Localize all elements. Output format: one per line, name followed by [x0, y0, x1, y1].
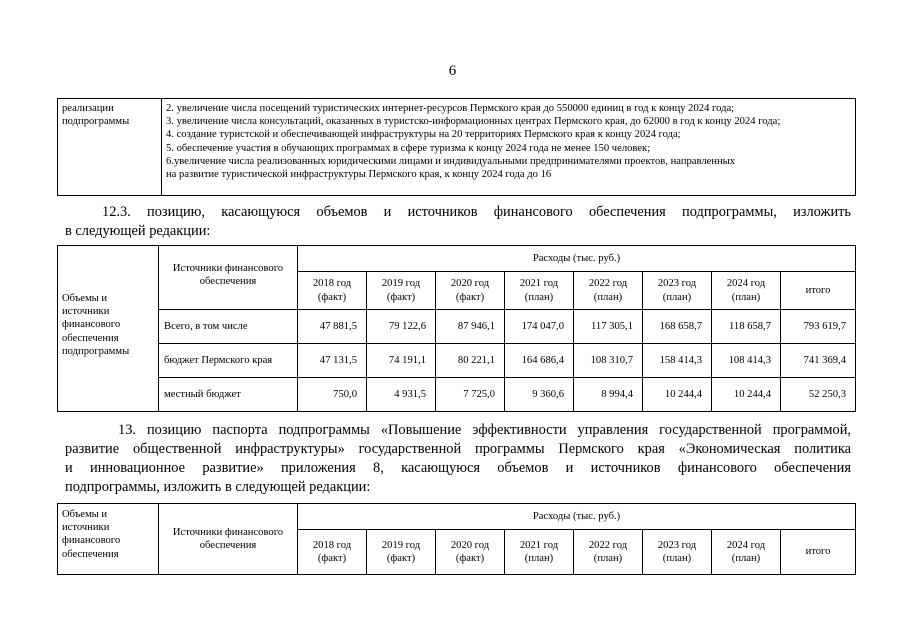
value-cell: 164 686,4: [505, 344, 574, 378]
value-cell: 118 658,7: [712, 310, 781, 344]
value-cell: 47 131,5: [298, 344, 367, 378]
source-cell: бюджет Пермского края: [159, 344, 298, 378]
value-cell: 80 221,1: [436, 344, 505, 378]
year-header: 2024 год (план): [712, 272, 781, 310]
year-header: 2024 год (план): [712, 530, 781, 575]
sources-header: Источники финансового обеспечения: [159, 246, 298, 310]
value-cell: 168 658,7: [643, 310, 712, 344]
paragraph-line: и инновационное развитие» приложения 8, касающуюся объемов и источников финансового обеспечения: [65, 460, 851, 476]
value-cell: 108 310,7: [574, 344, 643, 378]
goal-line: 5. обеспечение участия в обучающих программах в сфере туризма к концу 2024 года не менее 150 человек;: [166, 142, 651, 154]
value-cell: 108 414,3: [712, 344, 781, 378]
value-cell: 9 360,6: [505, 378, 574, 412]
value-cell: 87 946,1: [436, 310, 505, 344]
goal-line: 2. увеличение числа посещений туристических интернет-ресурсов Пермского края до 550000 единиц в год к концу 2024 года;: [166, 103, 735, 114]
year-header: 2018 год (факт): [298, 530, 367, 575]
value-cell: 793 619,7: [781, 310, 856, 344]
value-cell: 741 369,4: [781, 344, 856, 378]
expenses-header: Расходы (тыс. руб.): [298, 246, 856, 272]
paragraph-12-3: [65, 203, 851, 241]
year-header: 2020 год (факт): [436, 272, 505, 310]
paragraph-line: в следующей редакции:: [65, 223, 211, 239]
goals-table: [57, 98, 856, 196]
source-cell: местный бюджет: [159, 378, 298, 412]
table-row: [58, 378, 856, 412]
paragraph-line: 13. позицию паспорта подпрограммы «Повышение эффективности управления государственной программой,: [118, 422, 851, 438]
value-cell: 750,0: [298, 378, 367, 412]
year-header: 2022 год (план): [574, 530, 643, 575]
total-header: итого: [781, 530, 856, 575]
year-header: 2020 год (факт): [436, 530, 505, 575]
value-cell: 52 250,3: [781, 378, 856, 412]
table-row: [58, 344, 856, 378]
goal-line: 6.увеличение числа реализованных юридическими лицами и индивидуальными предпринимателями проектов, направленных: [166, 155, 736, 167]
value-cell: 74 191,1: [367, 344, 436, 378]
year-header: 2019 год (факт): [367, 530, 436, 575]
paragraph-13: [65, 421, 851, 497]
year-header: 2021 год (план): [505, 530, 574, 575]
value-cell: 47 881,5: [298, 310, 367, 344]
paragraph-line: 12.3. позицию, касающуюся объемов и источников финансового обеспечения подпрограммы, изложить: [102, 204, 851, 220]
year-header: 2022 год (план): [574, 272, 643, 310]
finance-label-text: Объемы и источники финансового обеспечения подпрограммы: [62, 293, 130, 357]
year-header: 2021 год (план): [505, 272, 574, 310]
goal-line: 3. увеличение числа консультаций, оказанных в туристско-информационных центрах Пермского края, до 62000 в год к концу 2024 года;: [166, 116, 781, 128]
goal-line: 4. создание туристской и обеспечивающей инфраструктуры на 20 территориях Пермского края к концу 2024 года;: [166, 129, 681, 141]
finance-label: [58, 504, 159, 575]
finance-label: [58, 246, 159, 412]
value-cell: 117 305,1: [574, 310, 643, 344]
goals-list: [162, 99, 856, 196]
goal-line: на развитие туристической инфраструктуры Пермского края, к концу 2024 года до 16: [166, 169, 552, 181]
year-header: 2019 год (факт): [367, 272, 436, 310]
total-header: итого: [781, 272, 856, 310]
value-cell: 8 994,4: [574, 378, 643, 412]
source-cell: Всего, в том числе: [159, 310, 298, 344]
year-header: 2018 год (факт): [298, 272, 367, 310]
value-cell: 7 725,0: [436, 378, 505, 412]
year-header: 2023 год (план): [643, 530, 712, 575]
value-cell: 158 414,3: [643, 344, 712, 378]
value-cell: 10 244,4: [643, 378, 712, 412]
expenses-header: Расходы (тыс. руб.): [298, 504, 856, 530]
sources-header: Источники финансового обеспечения: [159, 504, 298, 575]
finance-table-1: [57, 245, 856, 412]
table-row: [58, 310, 856, 344]
paragraph-line: развитие общественной инфраструктуры» государственной программы Пермского края «Экономическая политика: [65, 441, 851, 457]
paragraph-line: подпрограммы, изложить в следующей редакции:: [65, 479, 371, 495]
value-cell: 10 244,4: [712, 378, 781, 412]
value-cell: 79 122,6: [367, 310, 436, 344]
value-cell: 4 931,5: [367, 378, 436, 412]
finance-table-2: [57, 503, 856, 575]
year-header: 2023 год (план): [643, 272, 712, 310]
goals-label: реализации подпрограммы: [58, 99, 162, 196]
value-cell: 174 047,0: [505, 310, 574, 344]
page-number: 6: [448, 63, 457, 79]
finance-label-text: Объемы и источники финансового обеспечения: [62, 509, 121, 560]
